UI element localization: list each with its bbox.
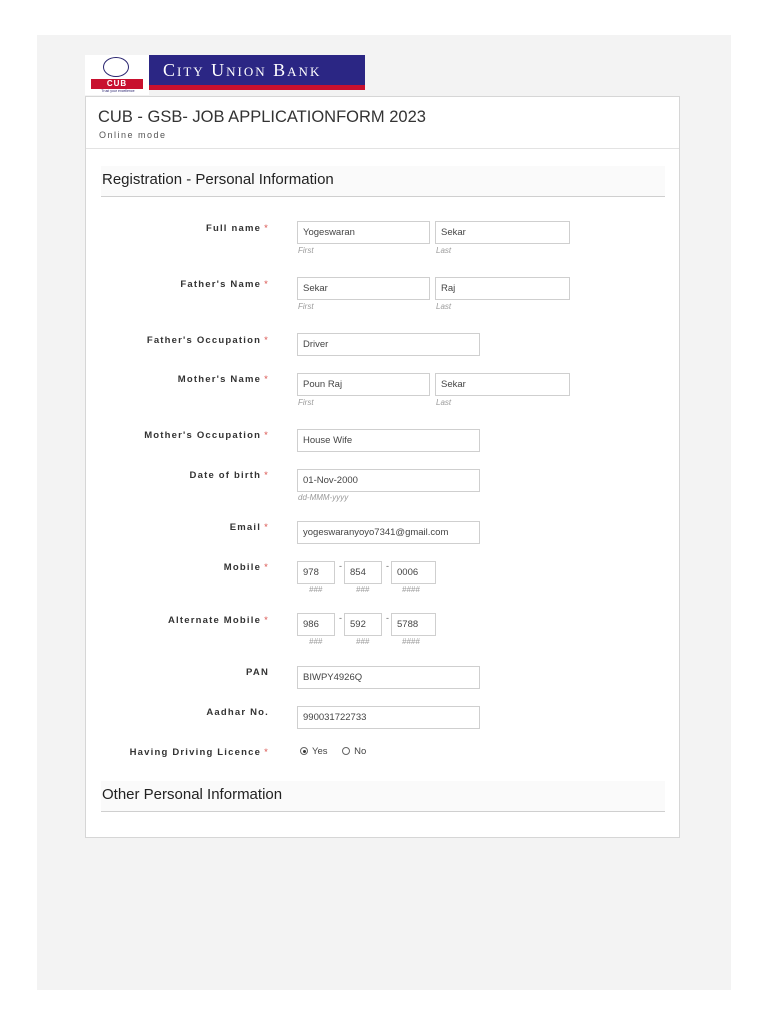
separator: - [339,561,342,571]
full-name-first-input[interactable]: Yogeswaran [297,221,430,244]
mobile-part2-hint: ### [356,585,370,594]
required-mark: * [264,522,269,533]
full-name-label: Full name * [205,223,269,234]
email-input[interactable]: yogeswaranyoyo7341@gmail.com [297,521,480,544]
alt-mobile-part1-input[interactable]: 986 [297,613,335,636]
full-name-first-hint: First [298,246,314,255]
required-mark: * [264,374,269,385]
radio-option-no[interactable]: No [342,746,366,757]
form-title: CUB - GSB- JOB APPLICATIONFORM 2023 [98,108,426,126]
radio-option-yes[interactable]: Yes [300,746,328,757]
full-name-last-input[interactable]: Sekar [435,221,570,244]
father-name-label: Father's Name * [180,279,269,290]
dob-input[interactable]: 01-Nov-2000 [297,469,480,492]
alt-mobile-part3-hint: #### [402,637,420,646]
section-title: Other Personal Information [102,786,283,803]
father-occupation-label: Father's Occupation * [146,335,269,346]
application-form-card [85,96,680,838]
required-mark: * [264,470,269,481]
mother-name-last-hint: Last [436,398,452,407]
father-occupation-input[interactable]: Driver [297,333,480,356]
section-title: Registration - Personal Information [102,171,334,188]
mobile-part3-input[interactable]: 0006 [391,561,436,584]
section-personal-info [101,166,665,197]
mobile-part3-hint: #### [402,585,420,594]
father-name-last-input[interactable]: Raj [435,277,570,300]
mobile-part1-input[interactable]: 978 [297,561,335,584]
required-mark: * [264,562,269,573]
radio-checked-icon[interactable] [300,747,308,755]
mother-name-label: Mother's Name * [177,374,269,385]
form-header [86,97,679,149]
bank-name: City Union Bank [149,55,365,85]
mother-name-last-input[interactable]: Sekar [435,373,570,396]
radio-unchecked-icon[interactable] [342,747,350,755]
alt-mobile-part2-input[interactable]: 592 [344,613,382,636]
emblem-seal-icon [103,57,129,77]
section-other-info [101,781,665,812]
mother-occupation-label: Mother's Occupation * [144,430,269,441]
mother-name-first-input[interactable]: Poun Raj [297,373,430,396]
father-name-first-input[interactable]: Sekar [297,277,430,300]
driving-licence-radio-group [300,746,378,757]
required-mark: * [264,430,269,441]
pan-label: PAN [246,667,269,678]
alt-mobile-label: Alternate Mobile * [167,615,269,626]
bank-logo [85,55,365,95]
alt-mobile-part2-hint: ### [356,637,370,646]
separator: - [339,613,342,623]
aadhar-label: Aadhar No. [206,707,269,718]
dob-label: Date of birth * [189,470,269,481]
required-mark: * [264,615,269,626]
email-label: Email * [229,522,269,533]
driving-licence-label: Having Driving Licence * [129,747,269,758]
mobile-label: Mobile * [223,562,269,573]
emblem-text: CUB [91,79,143,89]
required-mark: * [264,279,269,290]
form-subtitle: Online mode [99,130,167,140]
dob-format-hint: dd-MMM-yyyy [298,493,349,502]
required-mark: * [264,747,269,758]
separator: - [386,561,389,571]
emblem-tagline: Trust your excellence [101,89,135,93]
required-mark: * [264,223,269,234]
required-mark: * [264,335,269,346]
aadhar-input[interactable]: 990031722733 [297,706,480,729]
mobile-part1-hint: ### [309,585,323,594]
alt-mobile-part3-input[interactable]: 5788 [391,613,436,636]
full-name-last-hint: Last [436,246,452,255]
separator: - [386,613,389,623]
mobile-part2-input[interactable]: 854 [344,561,382,584]
mother-occupation-input[interactable]: House Wife [297,429,480,452]
mother-name-first-hint: First [298,398,314,407]
pan-input[interactable]: BIWPY4926Q [297,666,480,689]
father-name-last-hint: Last [436,302,452,311]
logo-red-stripe [149,85,365,90]
logo-emblem [85,55,149,95]
alt-mobile-part1-hint: ### [309,637,323,646]
father-name-first-hint: First [298,302,314,311]
